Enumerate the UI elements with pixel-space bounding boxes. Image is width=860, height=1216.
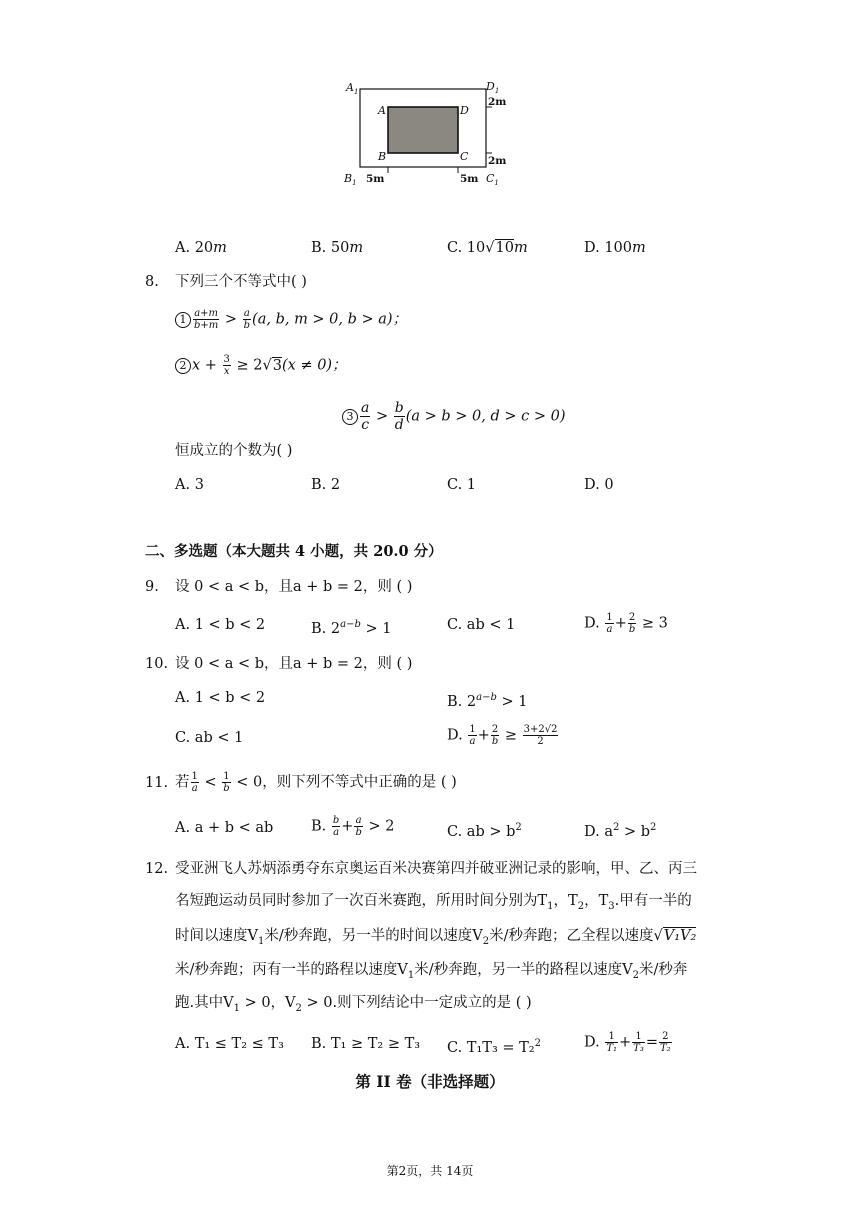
- q9-stem: 设 0 < a < b，且a + b = 2，则 ( ): [175, 579, 413, 595]
- q8-option-c[interactable]: C. 1: [447, 477, 477, 493]
- q8-option-b[interactable]: B. 2: [311, 477, 341, 493]
- q12-line-5: 跑.其中$V_1 > 0$，$V_2 > 0$.则下列结论中一定成立的是 ( ): [175, 995, 532, 1014]
- label-a: A: [378, 104, 386, 117]
- q8-item-2: 2 x + $\frac{3}{x}$ ≥ 2√3(x ≠ 0)；: [175, 354, 347, 377]
- q12-number: 12.: [145, 861, 169, 877]
- q7-option-c[interactable]: C. 10√10m: [447, 240, 528, 256]
- q11-option-c[interactable]: C. ab > $b^2$: [447, 822, 522, 840]
- q12-line-1: 受亚洲飞人苏炳添勇夺东京奥运百米决赛第四并破亚洲记录的影响，甲、乙、丙三: [175, 861, 697, 877]
- label-left-gap: 5m: [366, 173, 385, 185]
- label-c: C: [460, 150, 469, 163]
- q12-option-b[interactable]: B. T₁ ≥ T₂ ≥ T₃: [311, 1036, 421, 1052]
- label-b: B: [378, 150, 387, 163]
- q8-number: 8.: [145, 274, 159, 290]
- q12-option-a[interactable]: A. T₁ ≤ T₂ ≤ T₃: [175, 1036, 284, 1052]
- q10-option-b[interactable]: B. $2^{a-b} > 1$: [447, 692, 528, 710]
- q8-stem: 下列三个不等式中( ): [175, 274, 307, 290]
- circled-two: 2: [175, 358, 191, 374]
- q11-option-b[interactable]: B. $\frac{b}{a}$ + $\frac{a}{b}$ > 2: [311, 815, 395, 838]
- q12-line-3: 时间以速度$V_1$米/秒奔跑，另一半的时间以速度$V_2$米/秒奔跑；乙全程以速度√V₁V₂: [175, 928, 697, 947]
- label-d1: $D_1$: [486, 80, 500, 95]
- q11-stem: 若 $\frac{1}{a}$ < $\frac{1}{b}$ < 0，则下列不等式中正确的是 ( ): [175, 771, 457, 794]
- part-two-title: 第 II 卷（非选择题）: [355, 1072, 505, 1091]
- q9-option-d[interactable]: D. $\frac{1}{a}$ + $\frac{2}{b}$ ≥ 3: [584, 612, 668, 635]
- q12-option-c[interactable]: C. T₁T₃ = T₂$^2$: [447, 1038, 541, 1056]
- section-title-multi-choice: 二、多选题（本大题共 4 小题，共 20.0 分）: [145, 543, 443, 560]
- q12-line-4: 米/秒奔跑；丙有一半的路程以速度$V_1$米/秒奔跑，另一半的路程以速度$V_2$米/秒奔: [175, 962, 688, 981]
- label-top-gap: 2m: [488, 96, 507, 108]
- q9-number: 9.: [145, 579, 159, 595]
- q9-option-a[interactable]: A. 1 < b < 2: [175, 617, 266, 633]
- q8-item-1: 1 $\frac{a+m}{b+m}$ > $\frac{a}{b}$ (a, b, m > 0, b > a)；: [175, 308, 407, 331]
- label-c1: $C_1$: [486, 172, 499, 187]
- label-right-gap: 5m: [460, 173, 479, 185]
- page-footer: 第2页，共 14页: [386, 1164, 474, 1178]
- q7-option-d[interactable]: D. 100m: [584, 240, 646, 256]
- q11-number: 11.: [145, 775, 169, 791]
- inner-rectangle: [388, 107, 458, 153]
- circled-one: 1: [175, 312, 191, 328]
- q8-ask: 恒成立的个数为( ): [175, 443, 293, 459]
- rectangle-figure: [340, 78, 510, 190]
- label-b1: $B_1$: [344, 172, 357, 187]
- q10-option-d[interactable]: D. $\frac{1}{a}$ + $\frac{2}{b}$ ≥ $\frac{3+2√2}{2}$: [447, 724, 558, 747]
- q10-option-a[interactable]: A. 1 < b < 2: [175, 690, 266, 706]
- q10-option-c[interactable]: C. ab < 1: [175, 730, 244, 746]
- q8-option-d[interactable]: D. 0: [584, 477, 614, 493]
- q8-option-a[interactable]: A. 3: [175, 477, 204, 493]
- q10-number: 10.: [145, 656, 169, 672]
- q7-option-a[interactable]: A. 20m: [175, 240, 227, 256]
- q11-option-d[interactable]: D. $a^2 > b^2$: [584, 822, 657, 840]
- circled-three: 3: [342, 409, 358, 425]
- label-a1: $A_1$: [346, 81, 359, 96]
- q9-option-b[interactable]: B. $2^{a-b} > 1$: [311, 619, 392, 637]
- q10-stem: 设 0 < a < b，且a + b = 2，则 ( ): [175, 656, 413, 672]
- label-bottom-gap: 2m: [488, 155, 507, 167]
- q12-line-2: 名短跑运动员同时参加了一次百米赛跑，所用时间分别为$T_1$，$T_2$，$T_3$.甲有一半的: [175, 893, 692, 912]
- q12-option-d[interactable]: D. $\frac{1}{\text{T₁}}$ + $\frac{1}{\text{T₃}}$ = $\frac{2}{\text{T₂}}$: [584, 1031, 671, 1054]
- q11-option-a[interactable]: A. a + b < ab: [175, 820, 274, 836]
- q8-item-3: 3 $\frac{a}{c}$ > $\frac{b}{d}$ (a > b > 0, d > c > 0): [342, 400, 566, 433]
- q7-option-b[interactable]: B. 50m: [311, 240, 364, 256]
- label-d: D: [460, 104, 469, 117]
- q9-option-c[interactable]: C. ab < 1: [447, 617, 516, 633]
